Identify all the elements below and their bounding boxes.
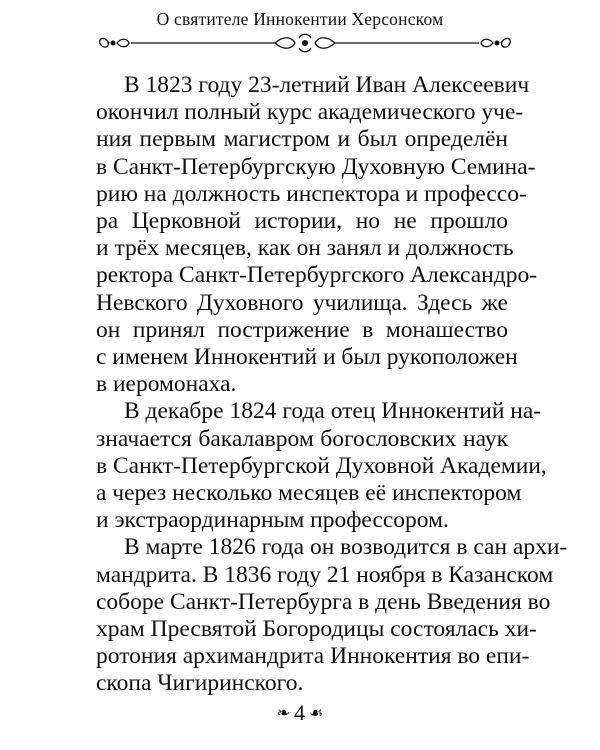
text-line: и экстраординарным профессором. (96, 507, 449, 534)
text-line: ния первым магистром и был определён (96, 126, 508, 153)
text-line: и трёх месяцев, как он занял и должность (96, 235, 514, 262)
text-line: В марте 1826 года он возводится в сан архи- (124, 534, 568, 561)
text-line: а через несколько месяцев её инспектором (96, 480, 522, 507)
text-line: В 1823 году 23-летний Иван Алексеевич (124, 72, 530, 98)
left-ornament-icon: ❧ (276, 705, 291, 722)
flourish-rule-icon (95, 30, 515, 56)
text-line: храм Пресвятой Богородицы состоялась хи- (96, 616, 537, 643)
text-line: ра Церковной истории, но не прошло (96, 208, 508, 235)
paragraph-3 (96, 534, 568, 697)
text-line: в иеромонаха. (96, 371, 237, 398)
text-line: рию на должность инспектора и профессо- (96, 180, 527, 207)
text-line: ротония архимандрита Иннокентия во епи- (96, 643, 530, 670)
text-line: скопа Чигиринского. (96, 670, 304, 697)
paragraph-1 (96, 72, 538, 398)
text-line: мандрита. В 1836 году 21 ноября в Казанском (96, 561, 554, 588)
page-number-footer (0, 700, 600, 726)
text-line: соборе Санкт-Петербурга в день Введения во (96, 588, 551, 615)
paragraph-2 (96, 398, 547, 534)
body-text (96, 72, 568, 698)
text-line: в Санкт-Петербургскую Духовную Семина- (96, 153, 536, 180)
text-line: он принял пострижение в монашество (96, 316, 508, 343)
text-line: значается бакалавром богословских наук (96, 425, 508, 452)
right-ornament-icon: ☙ (309, 705, 324, 722)
page-number: 4 (294, 700, 306, 725)
text-line: окончил полный курс академического уче- (96, 99, 524, 126)
text-line: В декабре 1824 года отец Иннокентий на- (124, 398, 542, 425)
text-line: ректора Санкт-Петербургского Александро- (96, 262, 538, 289)
text-line: Невского Духовного училища. Здесь же (96, 289, 508, 316)
text-line: в Санкт-Петербургской Духовной Академии, (96, 452, 547, 479)
running-title: О святителе Иннокентии Херсонском (156, 9, 444, 29)
text-line: с именем Иннокентий и был рукоположен (96, 344, 518, 371)
